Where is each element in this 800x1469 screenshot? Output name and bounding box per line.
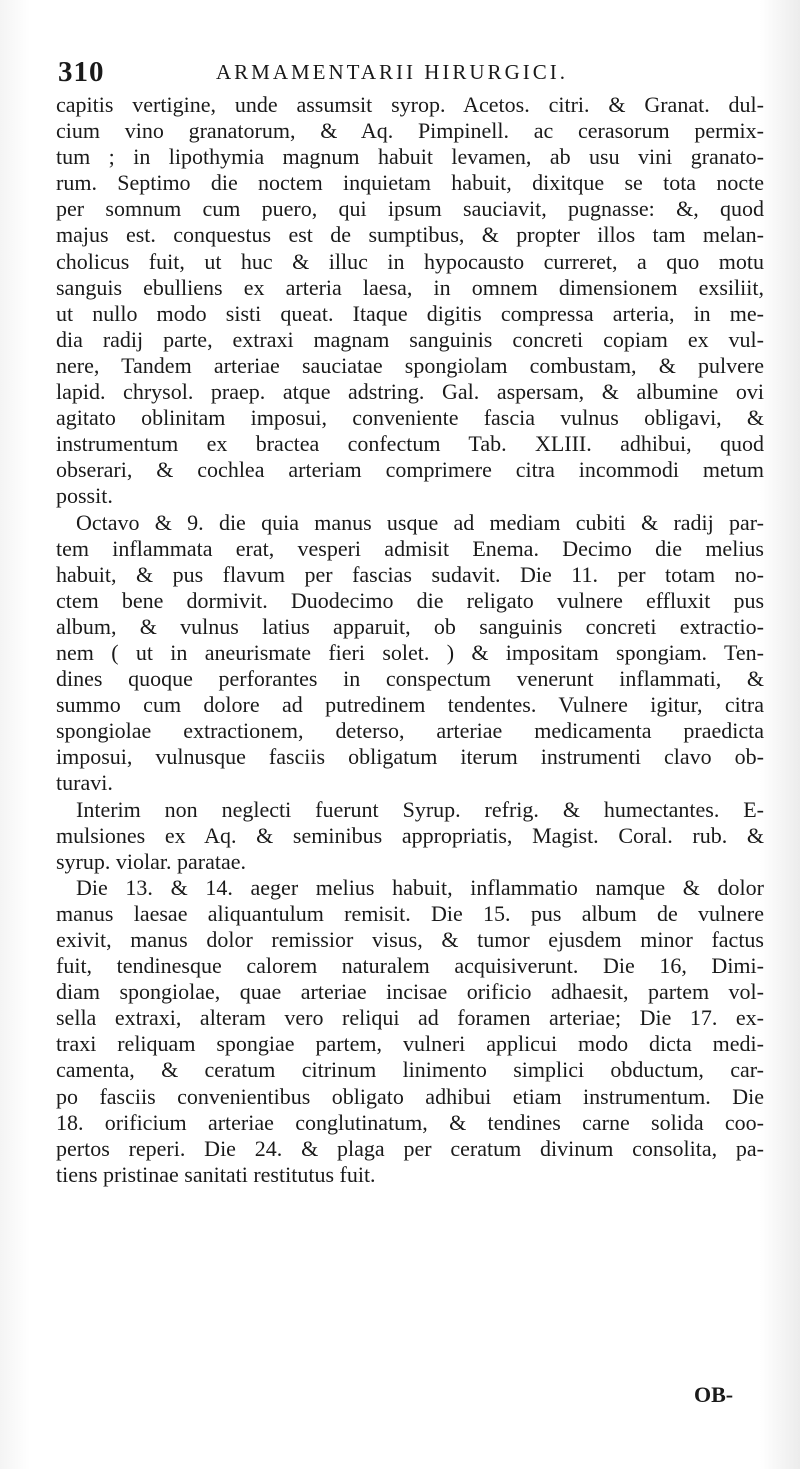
text-line: rum. Septimo die noctem inquietam habuit, dixitque se tota nocte xyxy=(56,170,764,196)
text-line: tem inflammata erat, vesperi admisit Enema. Decimo die melius xyxy=(56,535,764,561)
text-line: capitis vertigine, unde assumsit syrop. Acetos. citri. & Granat. dul- xyxy=(56,92,764,117)
paragraph-first-line: Octavo & 9. die quia manus usque ad mediam cubiti & radij par- xyxy=(76,509,764,535)
text-line: imposui, vulnusque fasciis obligatum iterum instrumenti clavo ob- xyxy=(56,744,764,770)
text-line: manus laesae aliquantulum remisit. Die 15. pus album de vulnere xyxy=(56,900,764,926)
text-line: ctem bene dormivit. Duodecimo die religato vulnere effluxit pus xyxy=(56,587,764,613)
text-line: per somnum cum puero, qui ipsum sauciavit, pugnasse: &, quod xyxy=(56,196,764,222)
text-line: nem ( ut in aneurismate fieri solet. ) & impositam spongiam. Ten- xyxy=(56,639,764,665)
text-line: traxi reliquam spongiae partem, vulneri applicui modo dicta medi- xyxy=(56,1031,764,1057)
text-line: exivit, manus dolor remissior visus, & tumor ejusdem minor factus xyxy=(56,927,764,952)
catchword: OB- xyxy=(694,1382,734,1407)
text-line: camenta, & ceratum citrinum linimento simplici obductum, car- xyxy=(56,1057,764,1083)
text-line: nere, Tandem arteriae sauciatae spongiolam combustam, & pulvere xyxy=(56,352,764,378)
paragraph-first-line: Interim non neglecti fuerunt Syrup. refrig. & humectantes. E- xyxy=(76,796,764,822)
page-header xyxy=(58,52,770,92)
text-line: sella extraxi, alteram vero reliqui ad foramen arteriae; Die 17. ex- xyxy=(56,1005,764,1031)
text-line: lapid. chrysol. praep. atque adstring. Gal. aspersam, & albumine ovi xyxy=(56,379,764,405)
text-line: po fasciis convenientibus obligato adhibui etiam instrumentum. Die xyxy=(56,1083,764,1109)
text-line: syrup. violar. paratae. xyxy=(56,848,246,874)
text-line: agitato oblinitam imposui, conveniente fascia vulnus obligavi, & xyxy=(56,405,764,431)
paragraph-first-line: Die 13. & 14. aeger melius habuit, inflammatio namque & dolor xyxy=(76,874,764,900)
text-line: habuit, & pus flavum per fascias sudavit. Die 11. per totam no- xyxy=(56,561,764,587)
text-line: album, & vulnus latius apparuit, ob sanguinis concreti extractio- xyxy=(56,613,764,639)
text-line: cholicus fuit, ut huc & illuc in hypocausto curreret, a quo motu xyxy=(56,248,764,274)
text-line: pertos reperi. Die 24. & plaga per ceratum divinum consolita, pa- xyxy=(56,1135,764,1161)
text-line: tiens pristinae sanitati restitutus fuit. xyxy=(56,1161,376,1187)
text-line: summo cum dolore ad putredinem tendentes. Vulnere igitur, citra xyxy=(56,692,764,718)
text-line: dia radij parte, extraxi magnam sanguinis concreti copiam ex vul- xyxy=(56,326,764,352)
text-line: instrumentum ex bractea confectum Tab. XLIII. adhibui, quod xyxy=(56,431,764,457)
text-line: ut nullo modo sisti queat. Itaque digitis compressa arteria, in me- xyxy=(56,300,764,326)
text-line: cium vino granatorum, & Aq. Pimpinell. ac cerasorum permix- xyxy=(56,118,764,144)
text-line: fuit, tendinesque calorem naturalem acquisiverunt. Die 16, Dimi- xyxy=(56,953,764,979)
text-line: turavi. xyxy=(56,770,113,796)
text-line: dines quoque perforantes in conspectum venerunt inflammati, & xyxy=(56,666,764,692)
text-line: 18. orificium arteriae conglutinatum, & tendines carne solida coo- xyxy=(56,1109,764,1135)
running-head: ARMAMENTARII HIRURGICI. xyxy=(216,60,568,84)
text-line: spongiolae extractionem, deterso, arteriae medicamenta praedicta xyxy=(56,718,764,744)
text-line: tum ; in lipothymia magnum habuit levamen, ab usu vini granato- xyxy=(56,144,764,170)
text-line: obserari, & cochlea arteriam comprimere citra incommodi metum xyxy=(56,457,764,483)
text-line: mulsiones ex Aq. & seminibus appropriatis, Magist. Coral. rub. & xyxy=(56,822,764,848)
text-line: majus est. conquestus est de sumptibus, & propter illos tam melan- xyxy=(56,222,764,248)
text-line: diam spongiolae, quae arteriae incisae orificio adhaesit, partem vol- xyxy=(56,979,764,1005)
body-text xyxy=(56,92,764,1188)
text-line: sanguis ebulliens ex arteria laesa, in omnem dimensionem exsiliit, xyxy=(56,274,764,300)
text-line: possit. xyxy=(56,483,113,509)
page-number: 310 xyxy=(58,56,105,88)
